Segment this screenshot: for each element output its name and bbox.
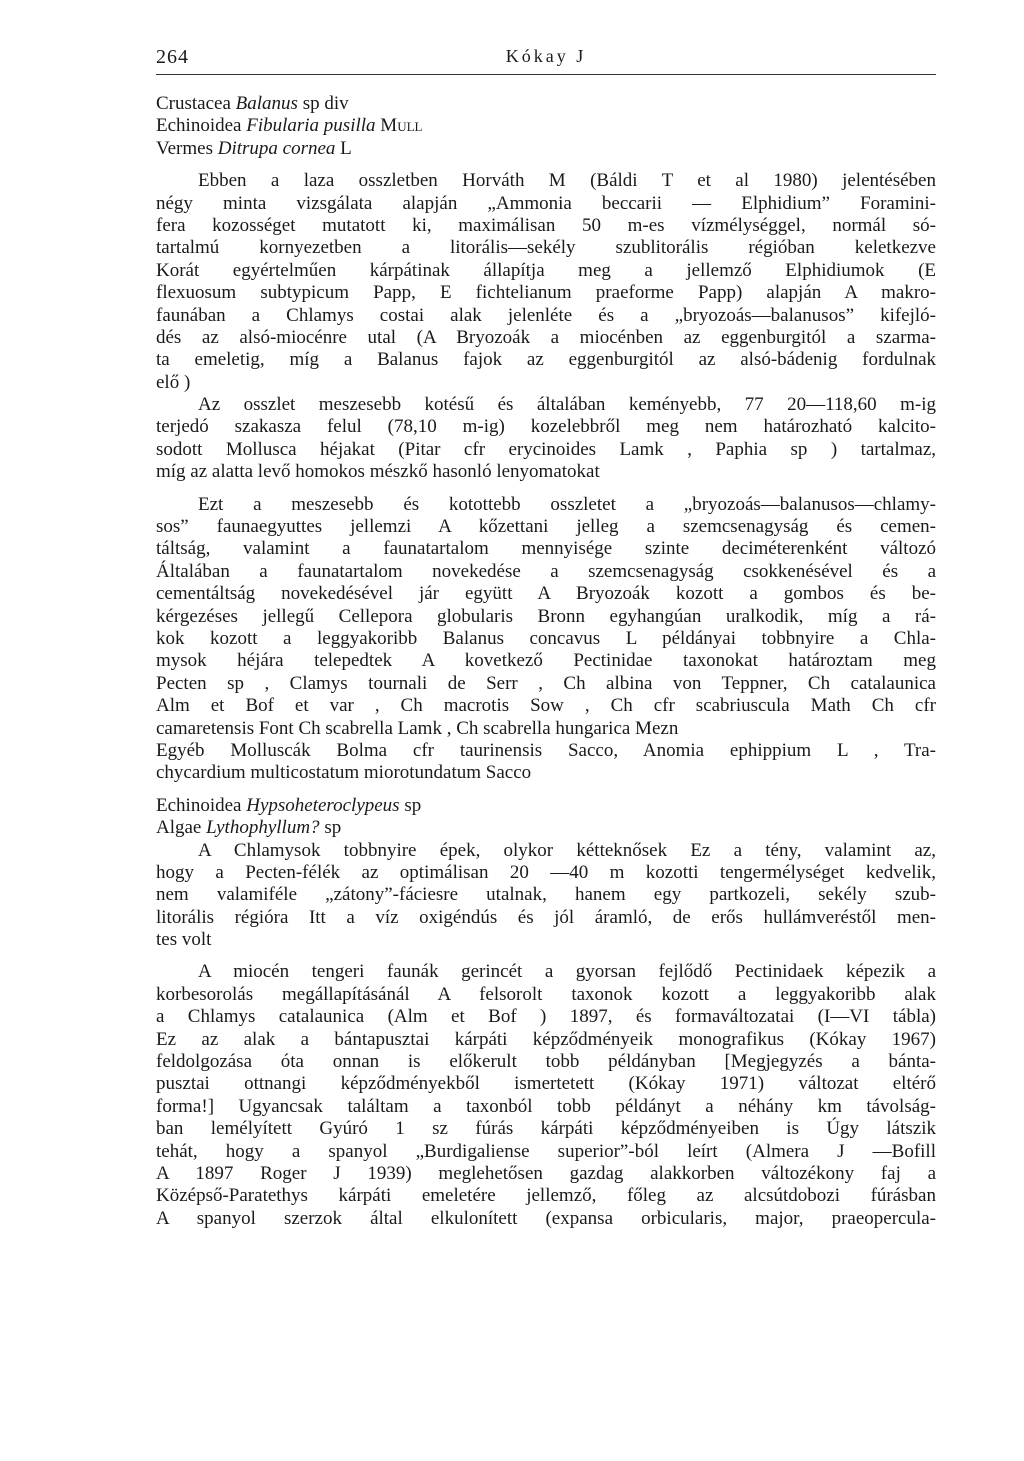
text-line: ta emeletig, míg a Balanus fajok az eggenburgitól az alsó-bádenig fordulnak	[156, 349, 936, 371]
text-line: sos” faunaegyuttes jellemzi A kőzettani jelleg a szemcsenagyság és cemen-	[156, 516, 936, 538]
text-line: pusztai ottnangi képződményekből ismertetett (Kókay 1971) változat eltérő	[156, 1073, 936, 1095]
text-line: kérgezéses jellegű Cellepora globularis Bronn egyhangúan uralkodik, míg a rá-	[156, 605, 936, 627]
text-line: feldolgozása óta onnan is előkerult tobb példányban [Megjegyzés a bánta-	[156, 1051, 936, 1073]
text-line: korbesorolás megállapításánál A felsorolt taxonok kozott a leggyakoribb alak	[156, 983, 936, 1005]
taxon-author: sp	[404, 794, 422, 816]
text-line: A miocén tengeri faunák gerincét a gyorsan fejlődő Pectinidaek képezik a	[198, 961, 936, 983]
text-line: mysok héjára telepedtek A kovetkező Pectinidae taxonokat határoztam meg	[156, 650, 936, 672]
text-line: Ez az alak a bántapusztai kárpáti képződményeik monografikus (Kókay 1967)	[156, 1028, 936, 1050]
taxon-group: Echinoidea	[156, 794, 242, 816]
text-line: A 1897 Roger J 1939) meglehetősen gazdag alakkorben változékony faj a	[156, 1162, 936, 1184]
running-head: Kókay J	[505, 46, 587, 66]
text-line: sodott Mollusca héjakat (Pitar cfr erycinoides Lamk , Paphia sp ) tartalmaz,	[156, 438, 936, 460]
text-line: elő )	[156, 371, 191, 393]
text-line: Középső-Paratethys kárpáti emeletére jellemző, főleg az alcsútdobozi fúrásban	[156, 1185, 936, 1207]
taxa-list-top	[156, 93, 936, 160]
text-line: tartalmú kornyezetben a litorális—sekély szublitorális régióban keletkezve	[156, 237, 936, 259]
text-line: dés az alsó-miocénre utal (A Bryozoák a miocénben az eggenburgitól a szarma-	[156, 326, 936, 348]
text-line: a Chlamys catalaunica (Alm et Bof ) 1897, és formaváltozatai (I—VI tábla)	[156, 1006, 936, 1028]
taxon-line	[156, 795, 936, 817]
taxon-group: Vermes	[156, 137, 213, 159]
taxon-group: Crustacea	[156, 93, 231, 114]
page-number: 264	[156, 46, 189, 68]
text-line: fera kozosséget mutatott ki, maximálisan 50 m-es vízmélységgel, normál só-	[156, 214, 936, 236]
text-line: Korát egyértelműen kárpátinak állapítja meg a jellemző Elphidiumok (E	[156, 259, 936, 281]
paragraph-5	[156, 961, 936, 1230]
text-line: A spanyol szerzok által elkulonített (expansa orbicularis, major, praeopercula-	[156, 1207, 936, 1229]
text-line: míg az alatta levő homokos mészkő hasonló lenyomatokat	[156, 461, 600, 483]
text-line: Pecten sp , Clamys tournali de Serr , Ch albina von Teppner, Ch catalaunica	[156, 672, 936, 694]
paragraph-4	[156, 840, 936, 952]
text-line: A Chlamysok tobbnyire épek, olykor kétteknősek Ez a tény, valamint az,	[198, 839, 936, 861]
taxon-author: sp div	[302, 93, 349, 114]
taxon-author: Mull	[380, 115, 423, 137]
text-line: ban lemélyített Gyúró 1 sz fúrás kárpáti képződményeiben is Úgy látszik	[156, 1118, 936, 1140]
text-line: táltság, valamint a faunatartalom mennyisége szinte deciméterenként változó	[156, 538, 936, 560]
taxon-line	[156, 138, 936, 160]
taxon-line	[156, 115, 936, 137]
text-line: camaretensis Font Ch scabrella Lamk , Ch scabrella hungarica Mezn	[156, 717, 679, 739]
text-line: forma!] Ugyancsak találtam a taxonból tobb példányt a néhány km távolság-	[156, 1095, 936, 1117]
page-header	[156, 44, 936, 75]
taxon-line	[156, 817, 936, 839]
text-line: nem valamiféle „zátony”-fáciesre utalnak, hanem egy partkozeli, sekély szub-	[156, 884, 936, 906]
text-line: Alm et Bof et var , Ch macrotis Sow , Ch cfr scabriuscula Math Ch cfr	[156, 695, 936, 717]
text-line: négy minta vizsgálata alapján „Ammonia beccarii — Elphidium” Foramini-	[156, 192, 936, 214]
text-line: Egyéb Molluscák Bolma cfr taurinensis Sacco, Anomia ephippium L , Tra-	[156, 739, 936, 761]
taxon-name: Ditrupa cornea	[217, 137, 336, 159]
text-line: faunában a Chlamys costai alak jelenléte és a „bryozoás—balanusos” kifejló-	[156, 304, 936, 326]
text-line: cementáltság novekedésével jár együtt A Bryozoák kozott a gombos és be-	[156, 583, 936, 605]
paragraph-1	[156, 170, 936, 394]
taxon-name: Fibularia pusilla	[246, 115, 376, 137]
taxon-name: Lythophyllum?	[206, 817, 320, 839]
text-line: Ebben a laza osszletben Horváth M (Báldi T et al 1980) jelentésében	[198, 170, 936, 192]
text-line: chycardium multicostatum miorotundatum Sacco	[156, 762, 532, 784]
paragraph-2	[156, 394, 936, 484]
text-line: terjedó szakasza felul (78,10 m-ig) kozelebbről meg nem határozható kalcito-	[156, 416, 936, 438]
text-line: flexuosum subtypicum Papp, E fichtelianum praeforme Papp) alapján A makro-	[156, 282, 936, 304]
text-line: Ezt a meszesebb és kotottebb osszletet a „bryozoás—balanusos—chlamy-	[198, 493, 936, 515]
text-line: tehát, hogy a spanyol „Burdigaliense superior”-ból leírt (Almera J —Bofill	[156, 1140, 936, 1162]
taxon-name: Hypsoheteroclypeus	[246, 794, 400, 816]
text-line: tes volt	[156, 929, 212, 951]
taxon-name: Balanus	[235, 93, 298, 114]
taxon-group: Echinoidea	[156, 115, 242, 137]
taxon-group: Algae	[156, 817, 202, 839]
text-line: Az osszlet meszesebb kotésű és általában keményebb, 77 20—118,60 m-ig	[198, 394, 936, 416]
taxon-author: sp	[324, 817, 342, 839]
text-line: litorális régióra Itt a víz oxigéndús és jól áramló, de erős hullámveréstől men-	[156, 906, 936, 928]
text-line: Általában a faunatartalom novekedése a szemcsenagyság csokkenésével és a	[156, 560, 936, 582]
taxon-author: L	[340, 137, 352, 159]
taxa-list-mid	[156, 795, 936, 840]
text-line: hogy a Pecten-félék az optimálisan 20 —40 m kozotti tengermélységet kedvelik,	[156, 861, 936, 883]
taxon-line	[156, 93, 936, 115]
paragraph-3	[156, 494, 936, 785]
article-body	[156, 93, 936, 1230]
text-line: kok kozott a leggyakoribb Balanus concavus L példányai tobbnyire a Chla-	[156, 627, 936, 649]
